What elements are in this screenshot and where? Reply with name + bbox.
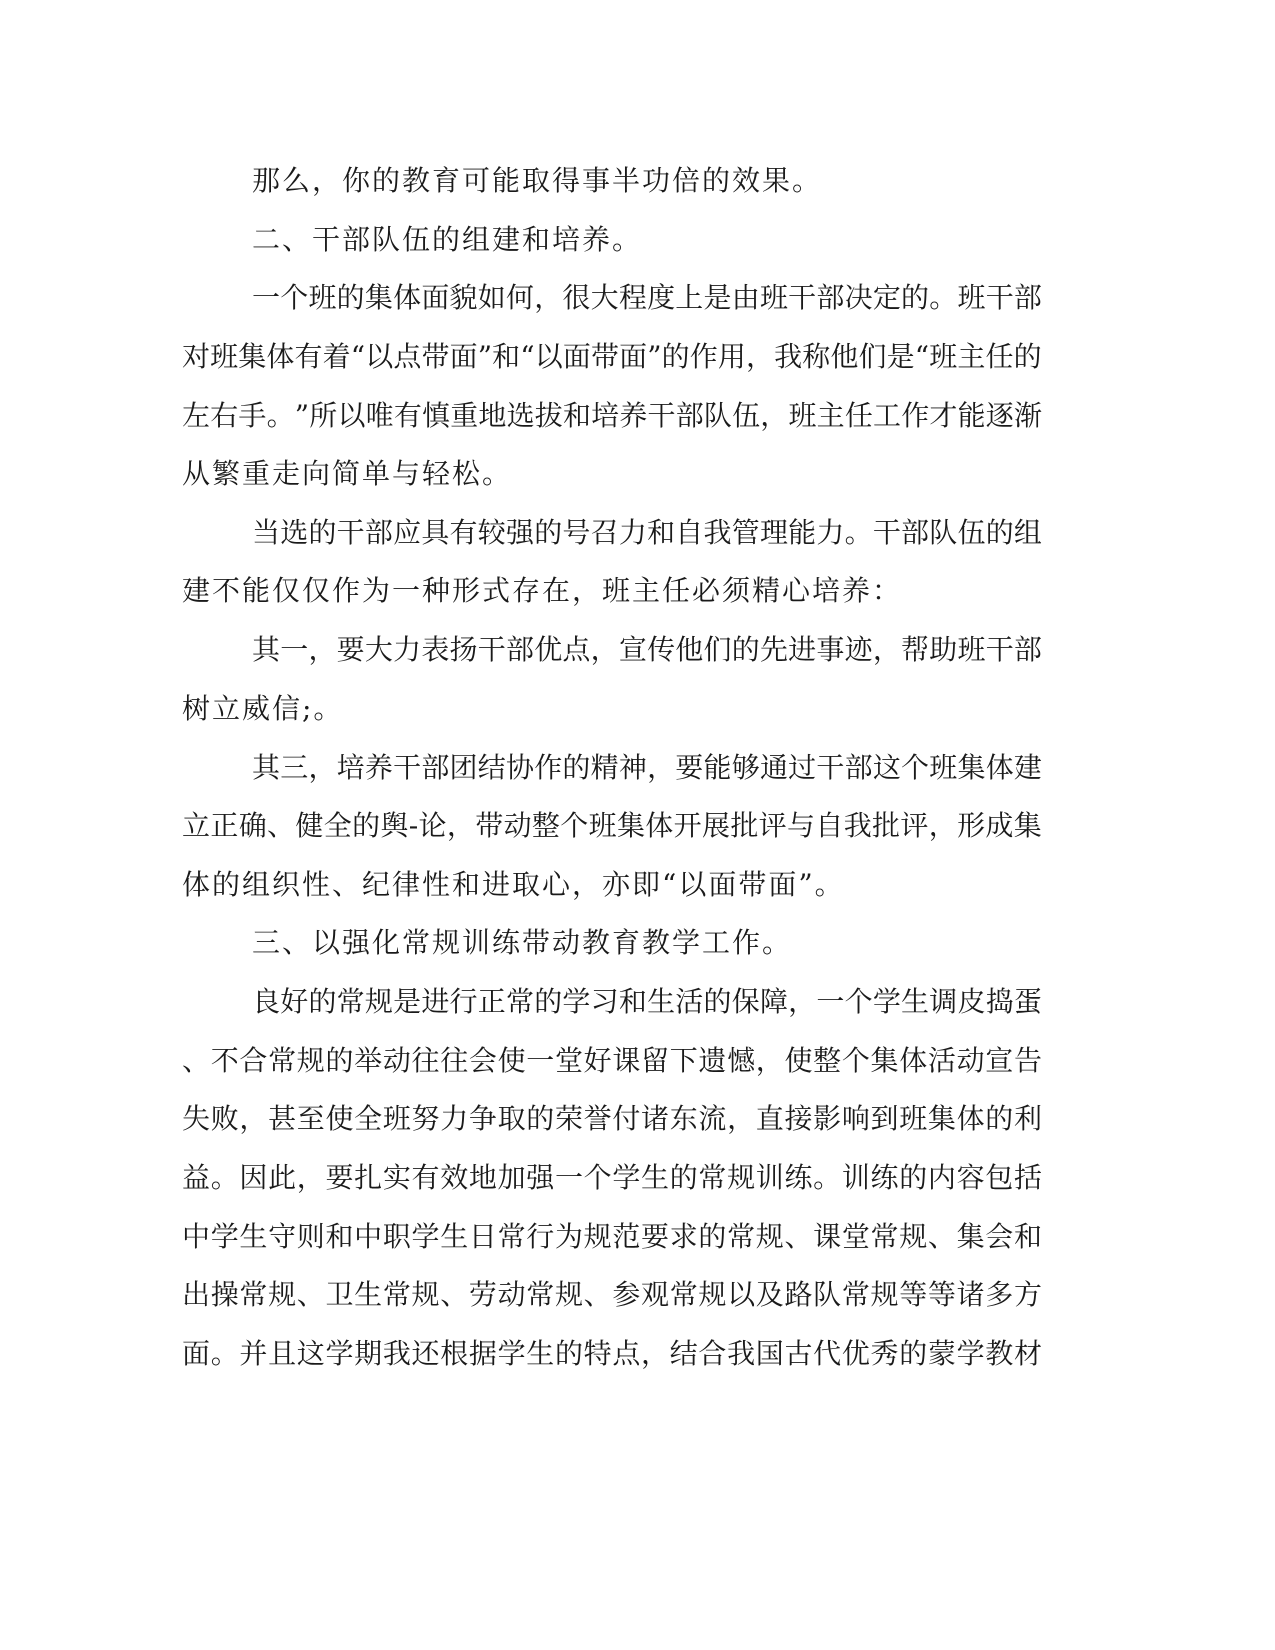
text-line: 一 个 班 的 集 体 面 貌 如 何 ， 很 大 程 度 上 是 由 班 干 部 决 定 的 。 班 干 部: [252, 281, 1042, 314]
text-line: 良 好 的 常 规 是 进 行 正 常 的 学 习 和 生 活 的 保 障 ， 一 个 学 生 调 皮 捣 蛋: [252, 985, 1042, 1018]
section-heading: 三、以强化常规训练带动教育教学工作。: [252, 926, 793, 959]
text-line: 体的组织性、纪律性和进取心，亦即“以面带面”。: [182, 868, 845, 901]
text-line: 建不能仅仅作为一种形式存在，班主任必须精心培养：: [182, 574, 903, 607]
text-line: 其 一 ， 要 大 力 表 扬 干 部 优 点 ， 宣 传 他 们 的 先 进 事 迹 ， 帮 助 班 干 部: [252, 633, 1042, 666]
text-line: 、 不 合 常 规 的 举 动 往 往 会 使 一 堂 好 课 留 下 遗 憾 ， 使 整 个 集 体 活 动 宣 告: [182, 1044, 1042, 1077]
section-heading: 二、干部队伍的组建和培养。: [252, 223, 643, 256]
text-line: 对 班 集 体 有 着 “ 以 点 带 面 ” 和 “ 以 面 带 面 ” 的 作 用 ， 我 称 他 们 是 “ 班 主 任 的: [182, 340, 1042, 373]
text-line: 出 操 常 规 、 卫 生 常 规 、 劳 动 常 规 、 参 观 常 规 以 及 路 队 常 规 等 等 诸 多 方: [182, 1278, 1042, 1311]
text-line: 树立威信;。: [182, 692, 344, 725]
text-line: 益 。 因 此 ， 要 扎 实 有 效 地 加 强 一 个 学 生 的 常 规 训 练 。 训 练 的 内 容 包 括: [182, 1161, 1042, 1194]
text-line: 失 败 ， 甚 至 使 全 班 努 力 争 取 的 荣 誉 付 诸 东 流 ， 直 接 影 响 到 班 集 体 的 利: [182, 1102, 1042, 1135]
text-line: 立 正 确 、 健 全 的 舆 - 论 ， 带 动 整 个 班 集 体 开 展 批 评 与 自 我 批 评 ， 形 成 集: [182, 809, 1042, 842]
text-line: 当 选 的 干 部 应 具 有 较 强 的 号 召 力 和 自 我 管 理 能 力 。 干 部 队 伍 的 组: [252, 516, 1042, 549]
text-line: 面 。 并 且 这 学 期 我 还 根 据 学 生 的 特 点 ， 结 合 我 国 古 代 优 秀 的 蒙 学 教 材: [182, 1337, 1042, 1370]
text-line: 左 右 手 。 ” 所 以 唯 有 慎 重 地 选 拔 和 培 养 干 部 队 伍 ， 班 主 任 工 作 才 能 逐 渐: [182, 399, 1042, 432]
text-line: 那么，你的教育可能取得事半功倍的效果。: [252, 164, 823, 197]
text-line: 中 学 生 守 则 和 中 职 学 生 日 常 行 为 规 范 要 求 的 常 规 、 课 堂 常 规 、 集 会 和: [182, 1220, 1042, 1253]
text-line: 从繁重走向简单与轻松。: [182, 457, 513, 490]
text-line: 其 三 ， 培 养 干 部 团 结 协 作 的 精 神 ， 要 能 够 通 过 干 部 这 个 班 集 体 建: [252, 751, 1042, 784]
